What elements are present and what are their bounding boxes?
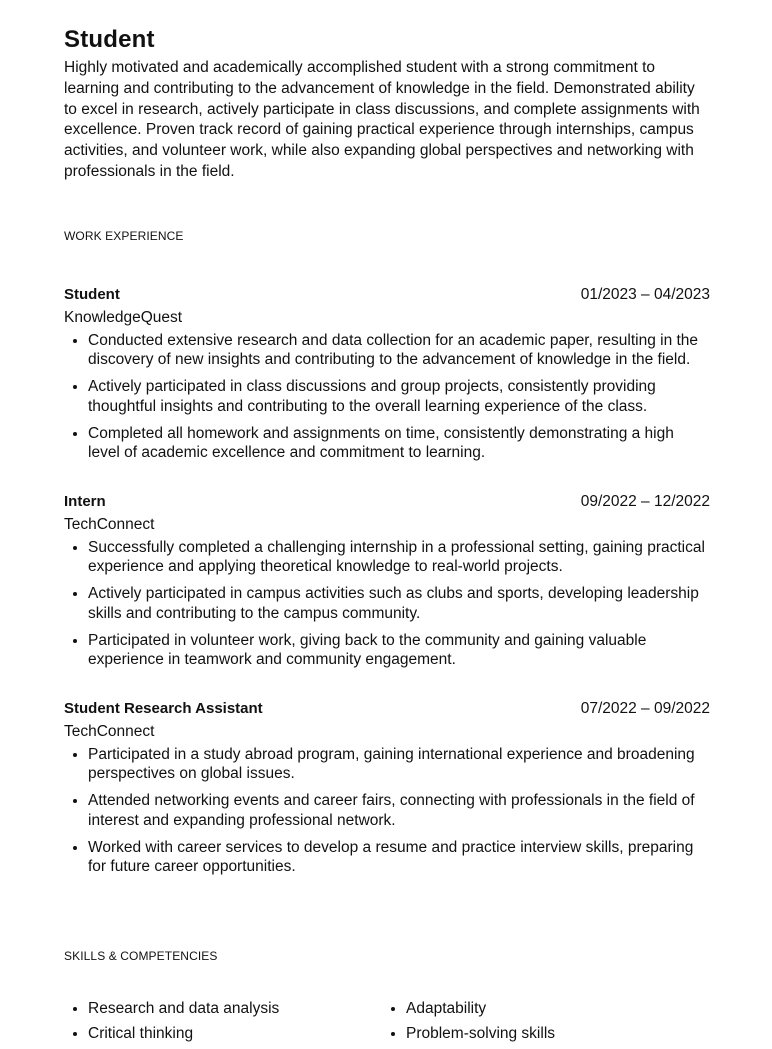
job-bullet: • Attended networking events and career fairs, connecting with professionals in the field of interest and expanding professional network. [88,791,710,830]
skill-item: • Critical thinking [88,1024,382,1044]
job-bullet: • Participated in volunteer work, giving back to the community and gaining valuable experience in teamwork and community engagement. [88,631,710,670]
job-bullet: • Actively participated in class discussions and group projects, consistently providing thoughtful insights and contributing to the overall learning experience of the class. [88,377,710,416]
resume-page [64,26,710,1049]
job-dates: 07/2022 – 09/2022 [580,699,710,717]
resume-title: Student [64,26,155,53]
job-bullet: • Completed all homework and assignments on time, consistently demonstrating a high level of academic excellence and commitment to learning. [88,424,710,463]
work-experience-heading: WORK EXPERIENCE [64,228,184,243]
job-dates: 09/2022 – 12/2022 [580,492,710,510]
job-title: Student [64,285,120,303]
job-bullet: • Participated in a study abroad program, gaining international experience and broadening perspectives on global issues. [88,745,710,784]
job-bullets [64,331,710,463]
skill-item: • Research and data analysis [88,999,382,1019]
job-dates: 01/2023 – 04/2023 [580,285,710,303]
skill-item: • Adaptability [406,999,700,1019]
job-company: KnowledgeQuest [64,308,183,326]
job-header [64,285,710,305]
summary: Highly motivated and academically accomplished student with a strong commitment to learning and contributing to the advancement of knowledge in the field. Demonstrated ability to excel in research, actively participate in class discussions, and complete assignments with excellence. Proven track record of gaining practical experience through internships, campus activities, and volunteer work, while also expanding global perspectives and networking with professionals in the field. [64,59,700,180]
job-bullet: • Successfully completed a challenging internship in a professional setting, gaining practical experience and applying theoretical knowledge to real-world projects. [88,538,710,577]
job-bullet: • Actively participated in campus activities such as clubs and sports, developing leadership skills and contributing to the campus community. [88,584,710,623]
job-company: TechConnect [64,515,155,533]
job-entry [64,492,710,670]
job-title: Student Research Assistant [64,699,263,717]
job-header [64,492,710,512]
skills-column-right [382,999,700,1049]
job-entry [64,699,710,877]
job-header [64,699,710,719]
job-title: Intern [64,492,106,510]
skills-list [64,999,710,1049]
job-entry [64,285,710,463]
job-bullets [64,745,710,877]
job-bullet: • Worked with career services to develop a resume and practice interview skills, preparing for future career opportunities. [88,838,710,877]
job-bullets [64,538,710,670]
job-bullet: • Conducted extensive research and data collection for an academic paper, resulting in the discovery of new insights and contributing to the advancement of knowledge in the field. [88,331,710,370]
skills-column-left [64,999,382,1049]
skill-item: • Problem-solving skills [406,1024,700,1044]
work-experience-list [64,285,710,877]
skills-heading: SKILLS & COMPETENCIES [64,948,218,963]
job-company: TechConnect [64,722,155,740]
